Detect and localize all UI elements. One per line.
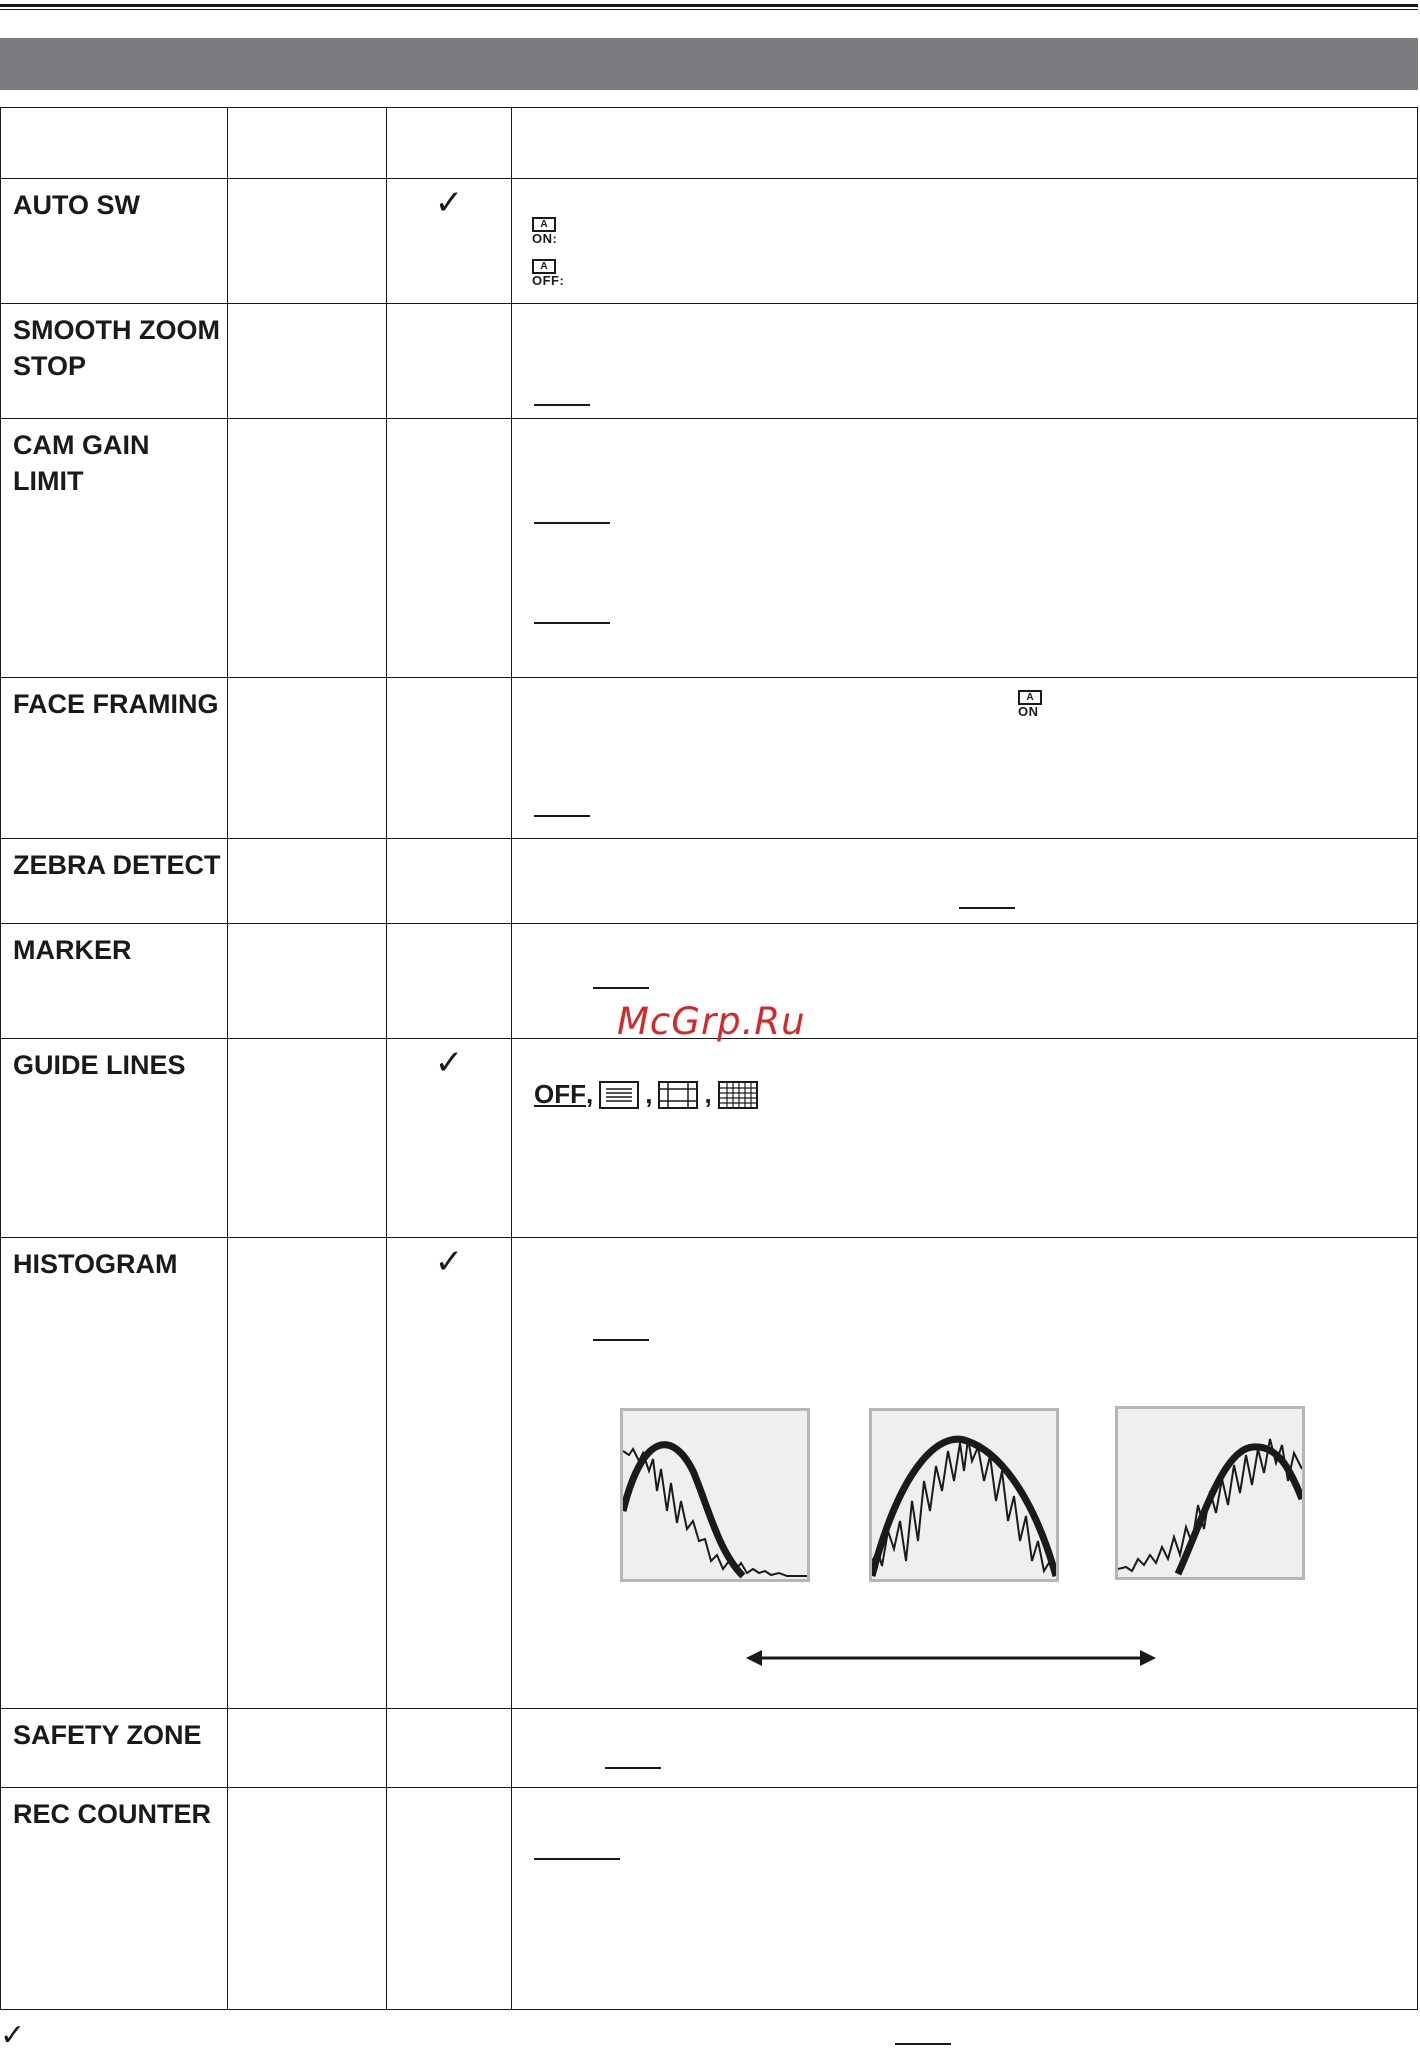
item-label: SMOOTH ZOOM STOP [13, 315, 220, 381]
description-cell [512, 924, 1418, 1043]
histogram-normal-icon [869, 1408, 1059, 1582]
check-mark: ✓ [434, 1043, 464, 1083]
item-label: CAM GAIN LIMIT [13, 430, 150, 496]
footnote-underline [895, 2043, 951, 2045]
section-banner [0, 38, 1418, 90]
auto-on-icon: A ON [1018, 690, 1048, 719]
auto-off-icon: A OFF: [532, 261, 565, 288]
default-underline [593, 1339, 649, 1341]
default-underline [534, 522, 610, 524]
default-underline [593, 987, 649, 989]
header-cell-description [512, 108, 1418, 179]
table-row [1, 1238, 1418, 1709]
item-label: MARKER [13, 935, 132, 965]
menu-table [0, 107, 1418, 2010]
guide-lines-options: OFF , , , [534, 1079, 764, 1110]
item-label: REC COUNTER [13, 1799, 212, 1829]
default-underline [534, 1858, 620, 1860]
footnote-check-mark: ✓ [0, 2018, 26, 2053]
check-mark: ✓ [434, 183, 464, 223]
header-cell-item [1, 108, 228, 179]
description-cell [512, 1039, 1418, 1238]
option-off: OFF [534, 1079, 586, 1109]
item-label: AUTO SW [13, 190, 140, 220]
guide-lines-frame-icon [658, 1081, 698, 1109]
table-row [1, 1788, 1418, 2010]
default-underline [534, 404, 590, 406]
watermark: McGrp.Ru [617, 1000, 806, 1043]
description-cell [512, 1788, 1418, 2010]
description-cell [512, 1238, 1418, 1709]
auto-on-icon: A ON: [532, 219, 558, 246]
description-cell [512, 304, 1418, 419]
default-underline [534, 815, 590, 817]
description-cell [512, 1709, 1418, 1788]
default-underline [959, 907, 1015, 909]
guide-lines-horizontal-icon [599, 1081, 639, 1109]
top-rule [0, 4, 1418, 7]
table-header-row [1, 108, 1418, 179]
table-row [1, 419, 1418, 678]
description-cell [512, 678, 1418, 839]
guide-lines-grid-icon [718, 1081, 758, 1109]
table-row [1, 1039, 1418, 1238]
description-cell [512, 179, 1418, 304]
default-underline [605, 1767, 661, 1769]
item-label: GUIDE LINES [13, 1050, 186, 1080]
item-label: ZEBRA DETECT [13, 850, 221, 880]
table-row [1, 839, 1418, 924]
header-cell-check [387, 108, 512, 179]
item-label: FACE FRAMING [13, 689, 219, 719]
double-arrow-icon [746, 1648, 1156, 1668]
description-cell [512, 419, 1418, 678]
histogram-dark-icon [620, 1408, 810, 1582]
header-cell-setting [228, 108, 387, 179]
top-rule-thin [0, 9, 1418, 10]
default-underline [534, 622, 610, 624]
histogram-bright-icon [1115, 1406, 1305, 1580]
item-label: SAFETY ZONE [13, 1720, 202, 1750]
item-label: HISTOGRAM [13, 1249, 178, 1279]
table-row [1, 179, 1418, 304]
table-row [1, 1709, 1418, 1788]
check-mark: ✓ [434, 1242, 464, 1282]
table-row [1, 304, 1418, 419]
table-row [1, 678, 1418, 839]
description-cell [512, 839, 1418, 924]
table-row [1, 924, 1418, 1039]
